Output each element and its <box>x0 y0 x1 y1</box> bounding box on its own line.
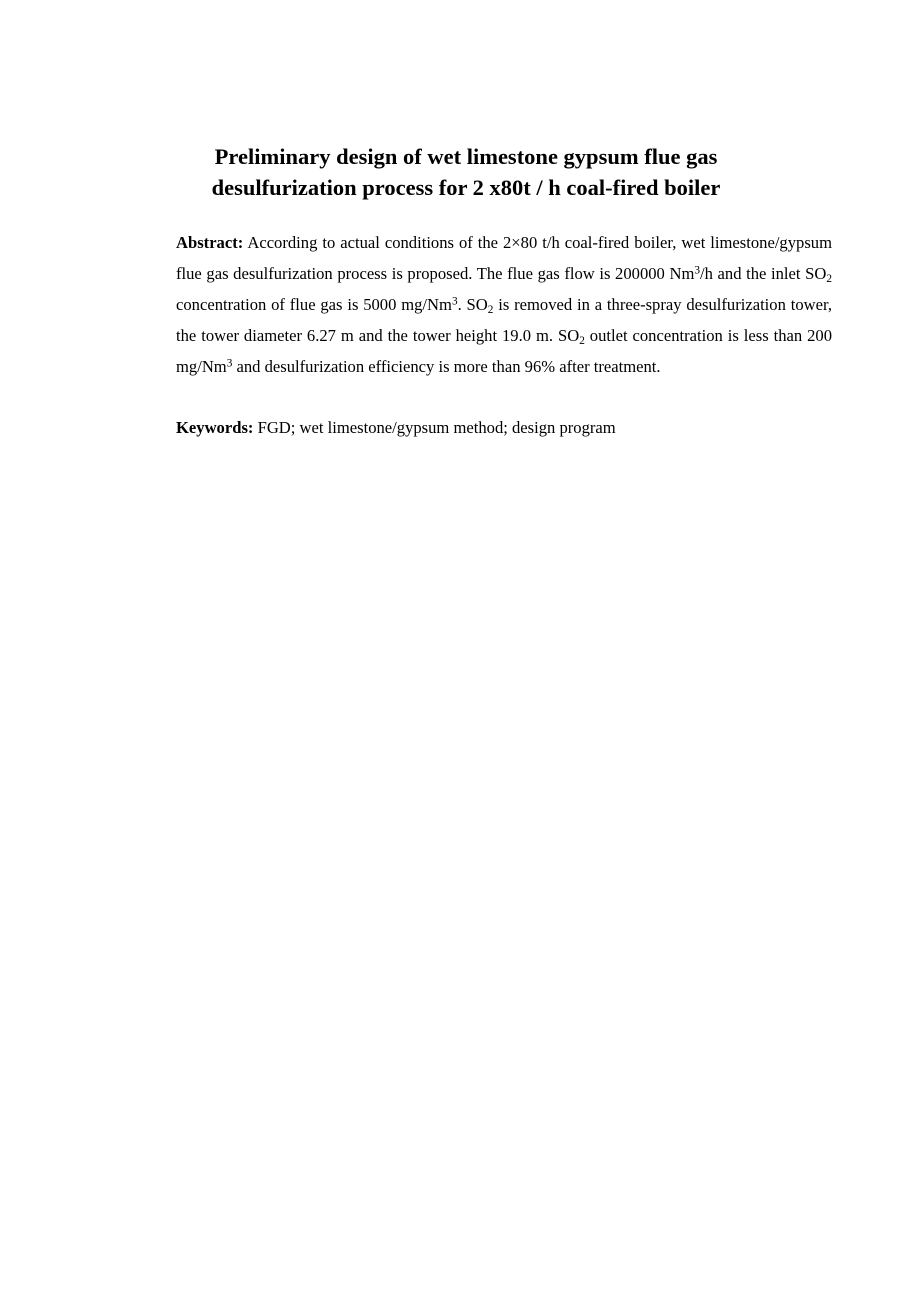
paper-title-line-1: Preliminary design of wet limestone gypsum flue gas <box>214 144 718 169</box>
superscript: 3 <box>226 357 233 370</box>
keywords-line <box>176 412 832 443</box>
abstract-text: . SO <box>457 295 488 314</box>
subscript: 2 <box>826 273 832 286</box>
subscript: 2 <box>487 304 494 317</box>
keywords-label: Keywords: <box>176 418 254 437</box>
superscript: 3 <box>451 295 458 308</box>
abstract-text: According to actual conditions of the 2×80 t/h coal-fired boiler, wet limestone/gypsum flue gas desulfurization process is proposed. The flue gas flow is 200000 Nm <box>176 233 832 283</box>
keywords-text: FGD; wet limestone/gypsum method; design program <box>253 418 616 437</box>
abstract-text: is removed in a three-spray desulfurization tower, the tower diameter 6.27 m and the tower height 19.0 m. SO <box>176 295 832 345</box>
abstract-label: Abstract: <box>176 233 244 252</box>
superscript: 3 <box>694 264 700 277</box>
subscript: 2 <box>579 335 585 348</box>
paper-title-line-2: desulfurization process for 2 x80t / h coal-fired boiler <box>211 175 721 200</box>
abstract-text: /h and the inlet SO <box>700 264 827 283</box>
abstract-text: and desulfurization efficiency is more than 96% after treatment. <box>232 357 661 376</box>
abstract-text: outlet concentration is less than 200 mg/Nm <box>176 326 832 376</box>
abstract-text: concentration of flue gas is 5000 mg/Nm <box>176 295 452 314</box>
paper-title <box>150 141 782 203</box>
abstract-paragraph <box>176 227 832 382</box>
